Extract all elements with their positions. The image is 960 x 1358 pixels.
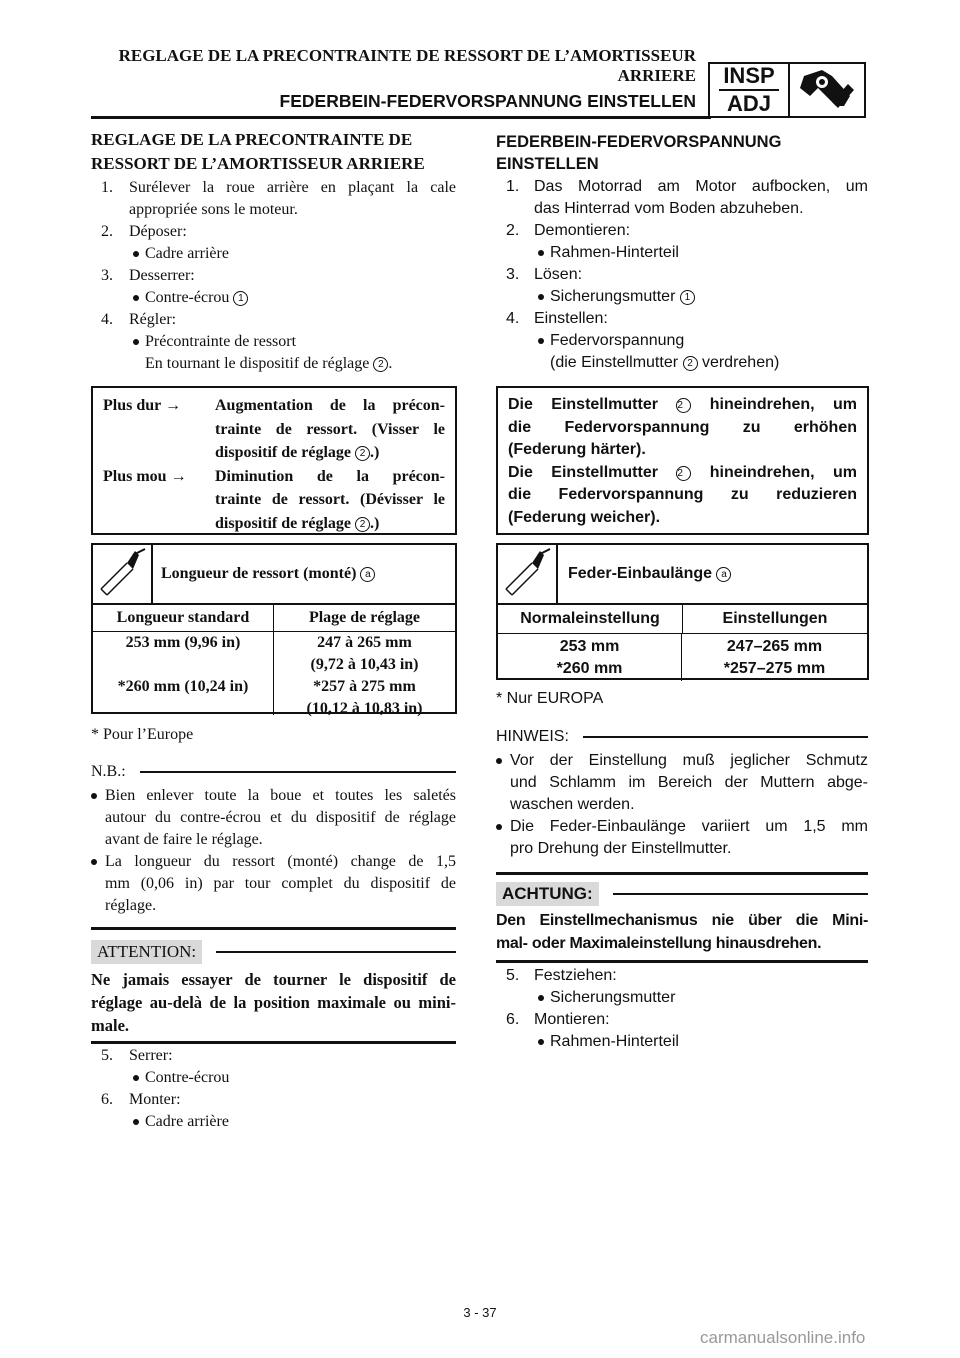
- ref-marker: 2: [676, 466, 691, 481]
- fr-step-3-item-text: Contre-écrou: [145, 289, 230, 306]
- fr-step-4-number: 4.: [101, 311, 113, 328]
- fr-spec-title-text: Longueur de ressort (monté): [161, 565, 357, 582]
- de-heading-1: FEDERBEIN-FEDERVORSPANNUNG: [496, 133, 782, 151]
- de-caution-label: ACHTUNG:: [496, 882, 599, 906]
- fr-step-5-text: Serrer:: [129, 1047, 173, 1064]
- de-col-std: Normaleinstellung: [498, 605, 683, 633]
- fr-step-5-number: 5.: [101, 1047, 113, 1064]
- fr-range-cell: [274, 632, 455, 720]
- fr-step-6-item: Cadre arrière: [91, 1111, 456, 1133]
- de-note-label-row: [496, 726, 868, 748]
- page-number: 3 - 37: [463, 1305, 497, 1320]
- badge-text: [710, 64, 790, 116]
- fr-adjust-softer-label: Plus mou →: [103, 467, 187, 485]
- fr-caution-text: [91, 968, 456, 1037]
- fr-caution-2: réglage au-delà de la position maximale ou mini-: [91, 993, 456, 1012]
- de-note-item-2: [496, 816, 868, 860]
- fr-range-1b: (9,72 à 10,43 in): [310, 656, 419, 673]
- de-step-1-line-a: Das Motorrad am Motor aufbocken, um: [534, 178, 868, 195]
- de-caution-text: [496, 909, 868, 955]
- de-step-5-number: 5.: [506, 967, 520, 984]
- de-adjust-1b: hineindrehen, um: [709, 396, 857, 413]
- fr-caution-end-rule: [91, 1041, 456, 1044]
- de-step-3-item: [496, 286, 868, 308]
- de-step-6: [496, 1009, 868, 1031]
- de-step-5-item: Sicherungsmutter: [496, 987, 868, 1009]
- fr-step-3-item: [91, 287, 456, 309]
- de-spec-title: [558, 545, 867, 603]
- fr-adjust-box: [91, 386, 457, 535]
- fr-col-std: Longueur standard: [93, 605, 274, 631]
- de-caution-label-row: [496, 882, 868, 906]
- fr-adjust-softer-text: Diminution de la précon- trainte de ressort. (Dévisser le dispositif de réglage 2 .): [215, 465, 445, 536]
- de-heading-2: EINSTELLEN: [496, 155, 599, 173]
- fr-step-4: [91, 309, 456, 331]
- de-column: [496, 131, 868, 374]
- de-note-1b: und Schlamm im Bereich der Muttern abge-: [510, 774, 868, 791]
- fr-range-1: 247 à 265 mm: [317, 634, 412, 651]
- fr-adjust-softer-line-3: dispositif de réglage: [215, 514, 351, 532]
- de-caution-2: mal- oder Maximaleinstellung hinausdrehen.: [496, 935, 822, 952]
- fr-caution-label-row: [91, 940, 456, 964]
- caliper-icon: [498, 545, 558, 603]
- de-note-label: HINWEIS:: [496, 728, 569, 745]
- fr-footnote: * Pour l’Europe: [91, 726, 194, 743]
- fr-step-1: [91, 177, 456, 221]
- ref-marker: a: [360, 567, 375, 582]
- fr-note-item-2: [91, 851, 456, 917]
- de-step-4-number: 4.: [506, 310, 520, 327]
- de-adjust-1a: Die Einstellmutter: [508, 396, 658, 413]
- de-std-1: 253 mm: [559, 638, 620, 655]
- de-step-4: [496, 308, 868, 330]
- header-rule: [91, 116, 711, 119]
- fr-step-4-item: Précontrainte de ressort: [91, 331, 456, 353]
- fr-step-4-sub: En tournant le dispositif de réglage 2 .: [145, 355, 393, 372]
- wrench-icon: [790, 64, 864, 116]
- fr-adjust-softer-line-1: Diminution de la précon-: [215, 467, 445, 485]
- fr-adjust-harder-line-3: dispositif de réglage: [215, 444, 351, 461]
- fr-note-1a: Bien enlever toute la boue et toutes les saletés: [105, 787, 456, 804]
- fr-spec-title: [153, 545, 455, 603]
- fr-adjust-softer-line-2: trainte de ressort. (Dévisser le: [215, 491, 445, 508]
- fr-note-label: N.B.:: [91, 763, 126, 780]
- fr-step-4-sub-text: En tournant le dispositif de réglage: [145, 355, 370, 372]
- de-spec-title-text: Feder-Einbaulänge: [568, 565, 713, 582]
- fr-note-item-1: [91, 785, 456, 851]
- de-step-6-text: Montieren:: [534, 1011, 610, 1028]
- de-adjust-4b: hineindrehen, um: [709, 463, 857, 481]
- de-step-4-sub-a: (die Einstellmutter: [550, 354, 679, 371]
- de-step-4-sub: [496, 352, 868, 374]
- ref-marker: 2: [676, 398, 691, 413]
- de-spec-table: [496, 543, 869, 680]
- fr-caution-3: male.: [91, 1016, 130, 1035]
- de-step-1-number: 1.: [506, 178, 520, 195]
- fr-caution-label: ATTENTION:: [91, 940, 202, 964]
- fr-step-4-text: Régler:: [129, 311, 177, 328]
- de-range-2: *257–275 mm: [723, 660, 826, 677]
- de-range-1: 247–265 mm: [726, 638, 823, 655]
- ref-marker: 2: [373, 357, 388, 372]
- fr-note-1c: avant de faire le réglage.: [105, 831, 263, 848]
- fr-step-6-text: Monter:: [129, 1091, 181, 1108]
- fr-col-range: Plage de réglage: [308, 609, 421, 626]
- de-adjust-5: die Federvorspannung zu reduzieren: [508, 486, 857, 503]
- de-adjust-1: [508, 394, 857, 417]
- fr-note-2a: La longueur du ressort (monté) change de 1,5: [105, 853, 456, 870]
- ref-marker: a: [716, 567, 731, 582]
- de-caution-rule: [613, 893, 868, 896]
- fr-adjust-harder-line-1: Augmentation de la précon-: [215, 397, 445, 414]
- ref-marker: 2: [683, 356, 698, 371]
- fr-heading-2: RESSORT DE L’AMORTISSEUR ARRIERE: [91, 154, 425, 173]
- fr-step-6-number: 6.: [101, 1091, 113, 1108]
- de-step-4-item: Federvorspannung: [496, 330, 868, 352]
- de-step-2: [496, 220, 868, 242]
- fr-note-label-row: [91, 761, 456, 783]
- de-std-2: *260 mm: [556, 660, 623, 677]
- de-adjust-box: [496, 386, 869, 535]
- de-col-range: Einstellungen: [722, 610, 828, 627]
- de-note-2a: Die Feder-Einbaulänge variiert um 1,5 mm: [510, 818, 868, 835]
- de-adjust-3: (Federung härter).: [508, 441, 646, 458]
- de-caution: [496, 882, 868, 963]
- de-note-1c: waschen werden.: [510, 796, 635, 813]
- fr-adjust-harder-text: Augmentation de la précon- trainte de ressort. (Visser le dispositif de réglage 2 .): [215, 394, 445, 465]
- de-note-rule: [583, 736, 868, 739]
- fr-note-end-rule: [91, 927, 456, 930]
- de-adjust-2: die Federvorspannung zu erhöhen: [508, 418, 857, 436]
- badge-bottom: ADJ: [726, 91, 771, 116]
- fr-column: [91, 128, 456, 375]
- de-footnote: * Nur EUROPA: [496, 690, 604, 707]
- header-title-fr-2: ARRIERE: [617, 66, 696, 85]
- de-note-1a: Vor der Einstellung muß jeglicher Schmutz: [510, 752, 868, 769]
- fr-step-2-text: Déposer:: [129, 223, 187, 240]
- fr-range-2b: (10,12 à 10,83 in): [306, 700, 423, 717]
- de-note: [496, 726, 868, 875]
- fr-step-5-item: Contre-écrou: [91, 1067, 456, 1089]
- de-step-5: [496, 965, 868, 987]
- fr-step-1-line-b: appropriée sons le moteur.: [129, 201, 298, 218]
- de-step-3-number: 3.: [506, 266, 520, 283]
- fr-caution: [91, 940, 456, 1044]
- fr-step-3: [91, 265, 456, 287]
- fr-step-3-text: Desserrer:: [129, 267, 195, 284]
- section-badge: [708, 62, 866, 118]
- fr-step-2: [91, 221, 456, 243]
- de-caution-end-rule: [496, 960, 868, 963]
- watermark: carmanualsonline.info: [700, 1328, 866, 1347]
- fr-step-3-number: 3.: [101, 267, 113, 284]
- de-std-cell: [498, 634, 682, 681]
- ref-marker: 2: [355, 446, 370, 461]
- de-note-end-rule: [496, 872, 868, 875]
- fr-note-rule: [140, 771, 456, 774]
- de-step-5-text: Festziehen:: [534, 967, 617, 984]
- de-caution-1: Den Einstellmechanismus nie über die Mini-: [496, 912, 868, 929]
- fr-heading-1: REGLAGE DE LA PRECONTRAINTE DE: [91, 130, 413, 149]
- fr-note: [91, 761, 456, 930]
- ref-marker: 2: [355, 517, 370, 532]
- caliper-icon: [93, 545, 153, 603]
- de-step-1: [496, 176, 868, 220]
- de-adjust-6: (Federung weicher).: [508, 508, 661, 526]
- fr-std-cell: [93, 632, 274, 715]
- fr-step-5: [91, 1045, 456, 1067]
- ref-marker: 1: [680, 290, 695, 305]
- de-step-3-item-text: Sicherungsmutter: [550, 288, 676, 305]
- fr-note-1b: autour du contre-écrou et du dispositif de réglage: [105, 809, 456, 826]
- de-steps-end: [496, 965, 868, 1053]
- fr-note-2b: mm (0,06 in) par tour complet du dispositif de: [105, 875, 456, 892]
- ref-marker: 1: [233, 291, 248, 306]
- fr-steps-end: [91, 1045, 456, 1133]
- de-step-6-item: Rahmen-Hinterteil: [496, 1031, 868, 1053]
- de-step-6-number: 6.: [506, 1011, 520, 1028]
- de-step-1-line-b: das Hinterrad vom Boden abzuheben.: [534, 200, 804, 217]
- de-note-item-1: [496, 750, 868, 816]
- de-step-2-number: 2.: [506, 222, 520, 239]
- header-title-de: FEDERBEIN-FEDERVORSPANNUNG EINSTELLEN: [279, 91, 696, 111]
- fr-caution-rule: [216, 951, 456, 954]
- de-step-2-text: Demontieren:: [534, 222, 631, 239]
- fr-note-2c: réglage.: [105, 897, 157, 914]
- fr-adjust-harder-label: Plus dur →: [103, 397, 181, 414]
- de-adjust-4a: Die Einstellmutter: [508, 463, 658, 481]
- fr-caution-1: Ne jamais essayer de tourner le dispositif de: [91, 970, 456, 989]
- fr-step-2-number: 2.: [101, 223, 113, 240]
- de-step-2-item: Rahmen-Hinterteil: [496, 242, 868, 264]
- de-step-4-text: Einstellen:: [534, 310, 608, 327]
- badge-top: INSP: [723, 63, 775, 88]
- fr-range-2: *257 à 275 mm: [313, 678, 416, 695]
- fr-step-1-line-a: Surélever la roue arrière en plaçant la cale: [129, 179, 456, 196]
- fr-std-2: *260 mm (10,24 in): [117, 678, 249, 695]
- fr-step-1-number: 1.: [101, 179, 113, 196]
- de-adjust-4: [508, 462, 857, 485]
- fr-std-1: 253 mm (9,96 in): [125, 634, 241, 651]
- de-note-2b: pro Drehung der Einstellmutter.: [510, 840, 732, 857]
- de-step-3-text: Lösen:: [534, 266, 583, 283]
- fr-adjust-harder-line-2: trainte de ressort. (Visser le: [215, 420, 445, 438]
- de-step-3: [496, 264, 868, 286]
- fr-step-2-item: Cadre arrière: [91, 243, 456, 265]
- fr-step-6: [91, 1089, 456, 1111]
- header-title-fr-1: REGLAGE DE LA PRECONTRAINTE DE RESSORT DE L’AMORTISSEUR: [118, 46, 696, 65]
- fr-spec-table: [91, 543, 457, 717]
- de-range-cell: [682, 634, 867, 681]
- de-step-4-sub-b: verdrehen): [701, 354, 780, 371]
